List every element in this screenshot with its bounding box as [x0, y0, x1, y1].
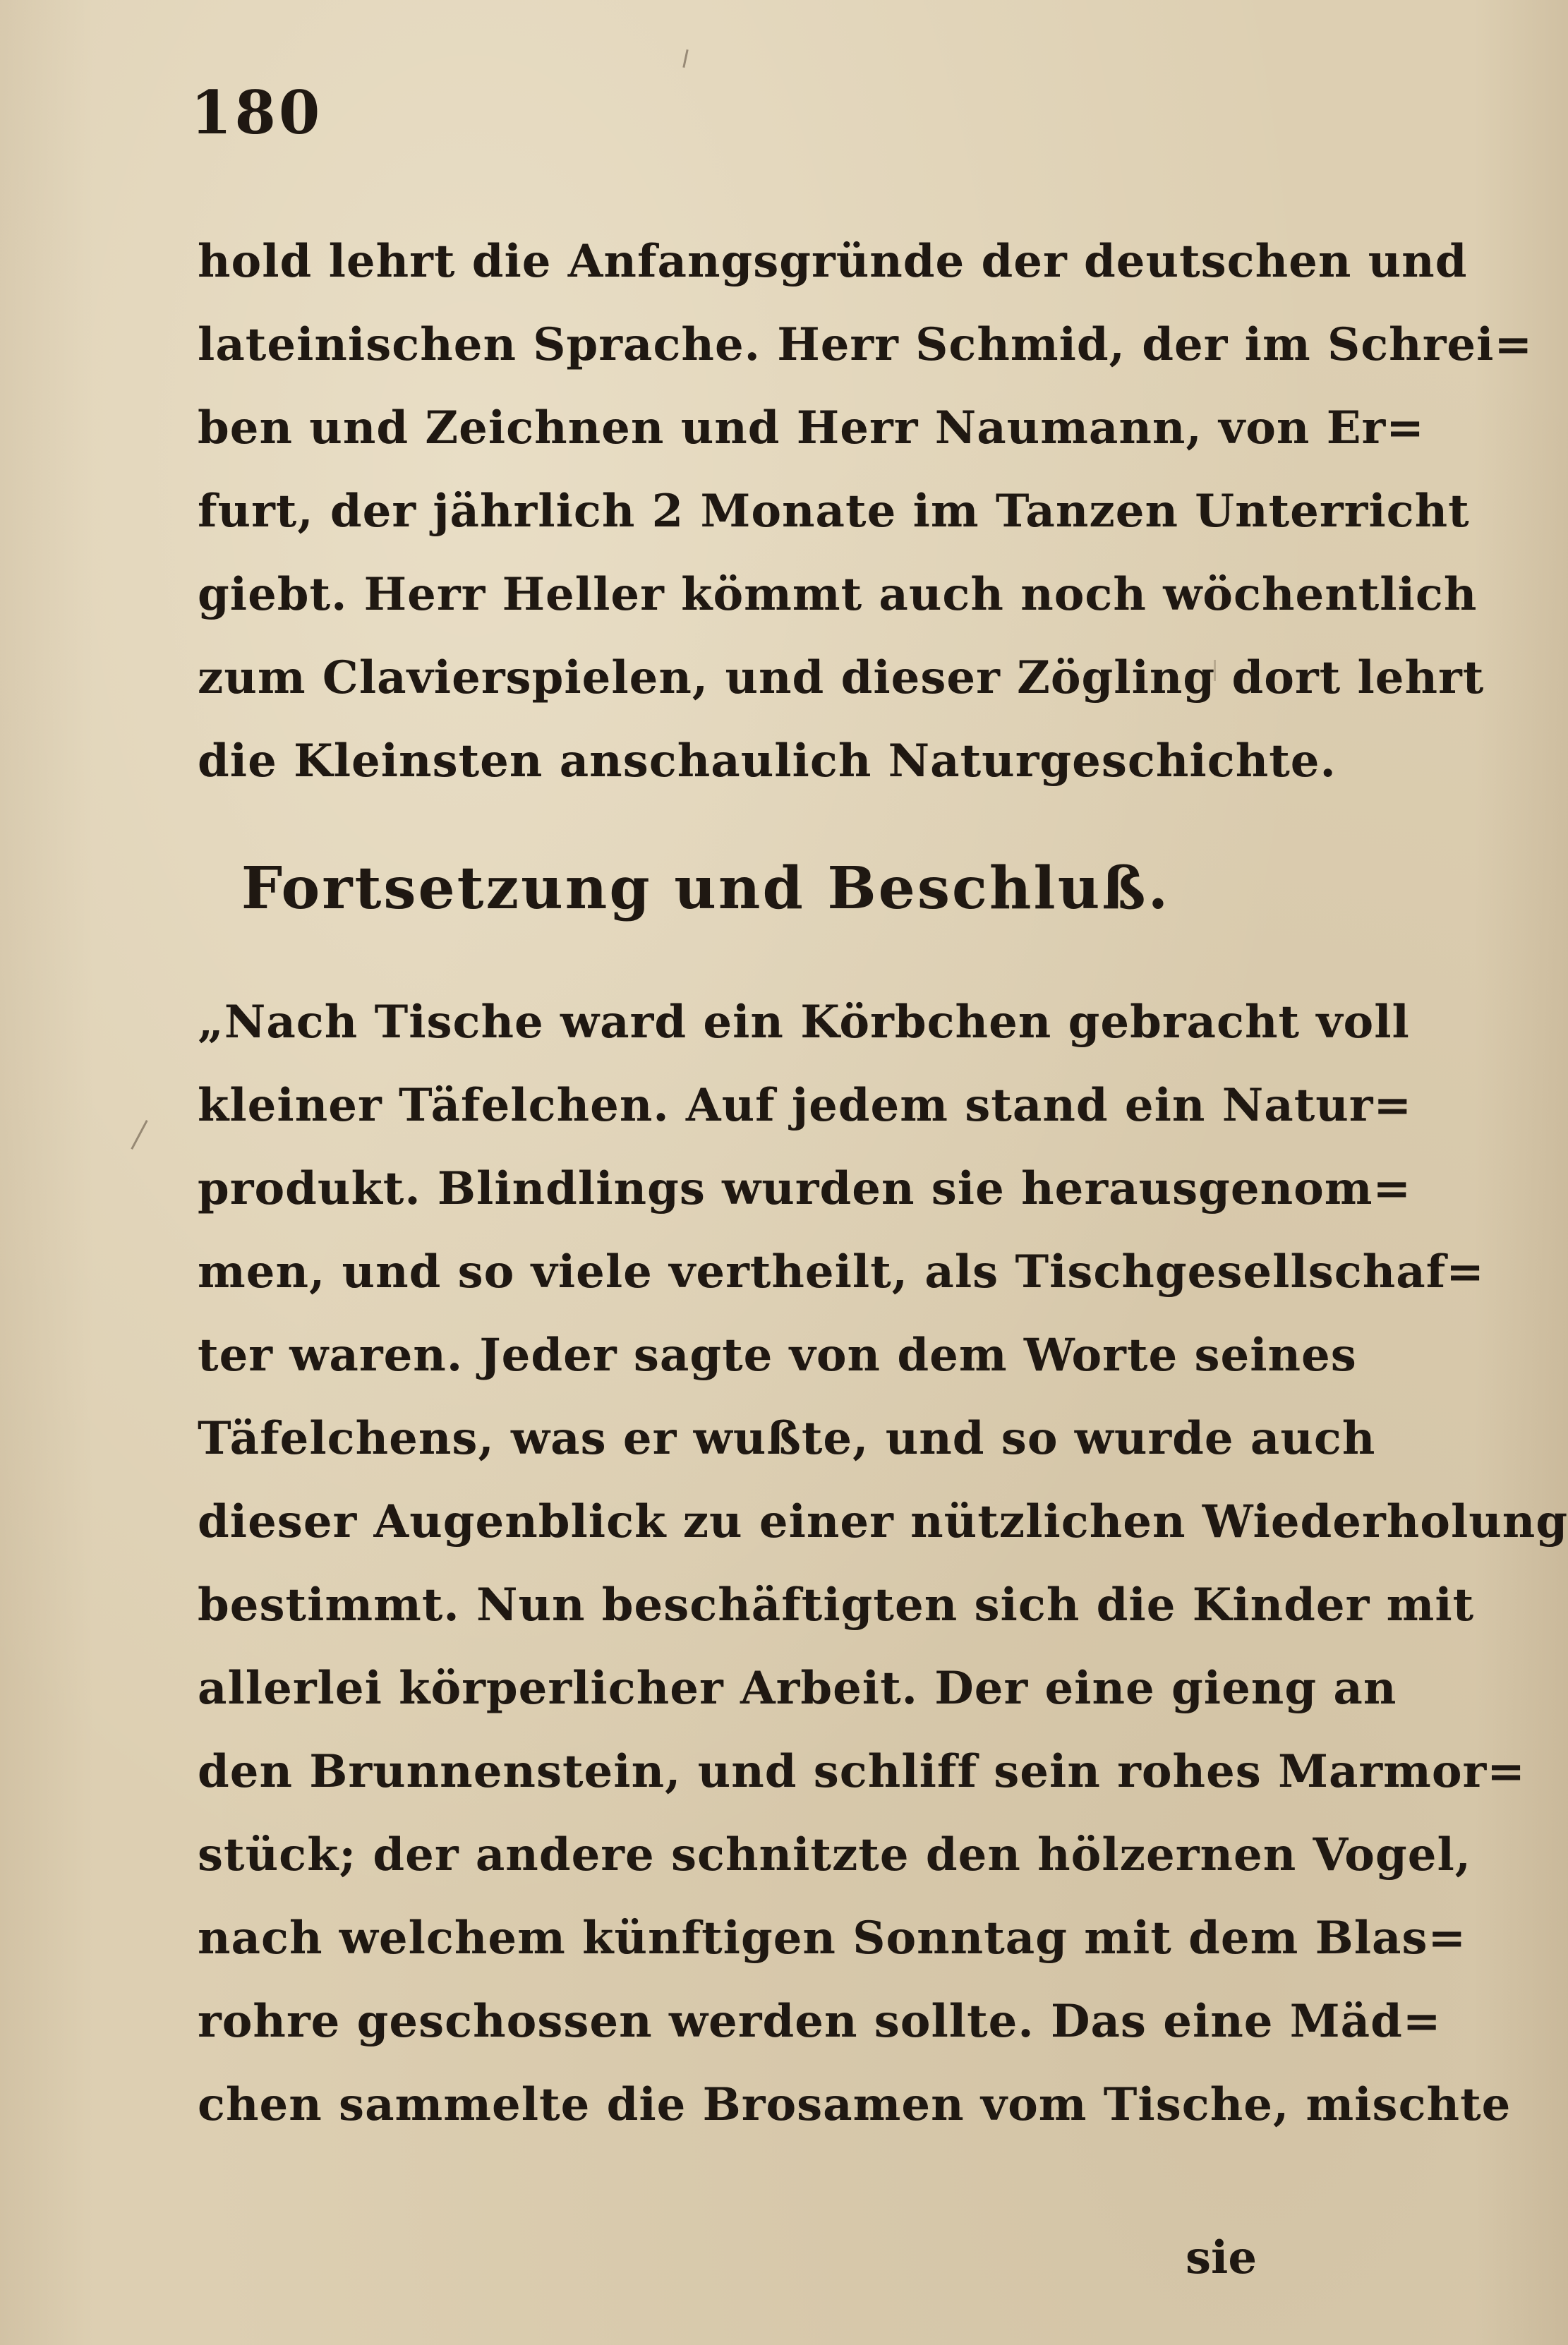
text-line: lateinischen Sprache. Herr Schmid, der im Schrei=	[198, 318, 1533, 371]
ink-mark	[1214, 660, 1216, 681]
text-line: produkt. Blindlings wurden sie herausgenom=	[198, 1162, 1412, 1215]
text-line: ben und Zeichnen und Herr Naumann, von Er=	[198, 402, 1425, 454]
text-line: bestimmt. Nun beschäftigten sich die Kinder mit	[198, 1579, 1475, 1632]
text-line: die Kleinsten anschaulich Naturgeschichte.	[198, 735, 1337, 788]
text-line: kleiner Täfelchen. Auf jedem stand ein Natur=	[198, 1079, 1413, 1132]
text-line: hold lehrt die Anfangsgründe der deutschen und	[198, 235, 1468, 288]
text-line: stück; der andere schnitzte den hölzernen Vogel,	[198, 1828, 1472, 1881]
text-line: chen sammelte die Brosamen vom Tische, mischte	[198, 2078, 1512, 2131]
ink-mark	[682, 49, 688, 68]
text-line: den Brunnenstein, und schliff sein rohes Marmor=	[198, 1745, 1526, 1798]
text-line: Täfelchens, was er wußte, und so wurde auch	[198, 1412, 1376, 1465]
ink-mark	[131, 1120, 147, 1150]
paragraph-section	[198, 981, 1568, 2147]
text-line: giebt. Herr Heller kömmt auch noch wöchentlich	[198, 568, 1478, 621]
paragraph-continuation	[198, 220, 1533, 803]
catchword: sie	[1186, 2231, 1258, 2284]
text-line: nach welchem künftigen Sonntag mit dem Blas=	[198, 1912, 1467, 1965]
text-line: dieser Augenblick zu einer nützlichen Wiederholung	[198, 1495, 1568, 1548]
section-heading: Fortsetzung und Beschluß.	[241, 855, 1171, 922]
text-line: men, und so viele vertheilt, als Tischgesellschaf=	[198, 1246, 1485, 1298]
page-number: 180	[191, 78, 323, 147]
text-line: „Nach Tische ward ein Körbchen gebracht voll	[198, 996, 1410, 1049]
text-line: allerlei körperlicher Arbeit. Der eine gieng an	[198, 1662, 1397, 1715]
text-line: furt, der jährlich 2 Monate im Tanzen Unterricht	[198, 485, 1470, 538]
text-line: zum Clavierspielen, und dieser Zögling dort lehrt	[198, 651, 1485, 704]
text-line: ter waren. Jeder sagte von dem Worte seines	[198, 1329, 1357, 1382]
text-line: rohre geschossen werden sollte. Das eine Mäd=	[198, 1995, 1442, 2048]
